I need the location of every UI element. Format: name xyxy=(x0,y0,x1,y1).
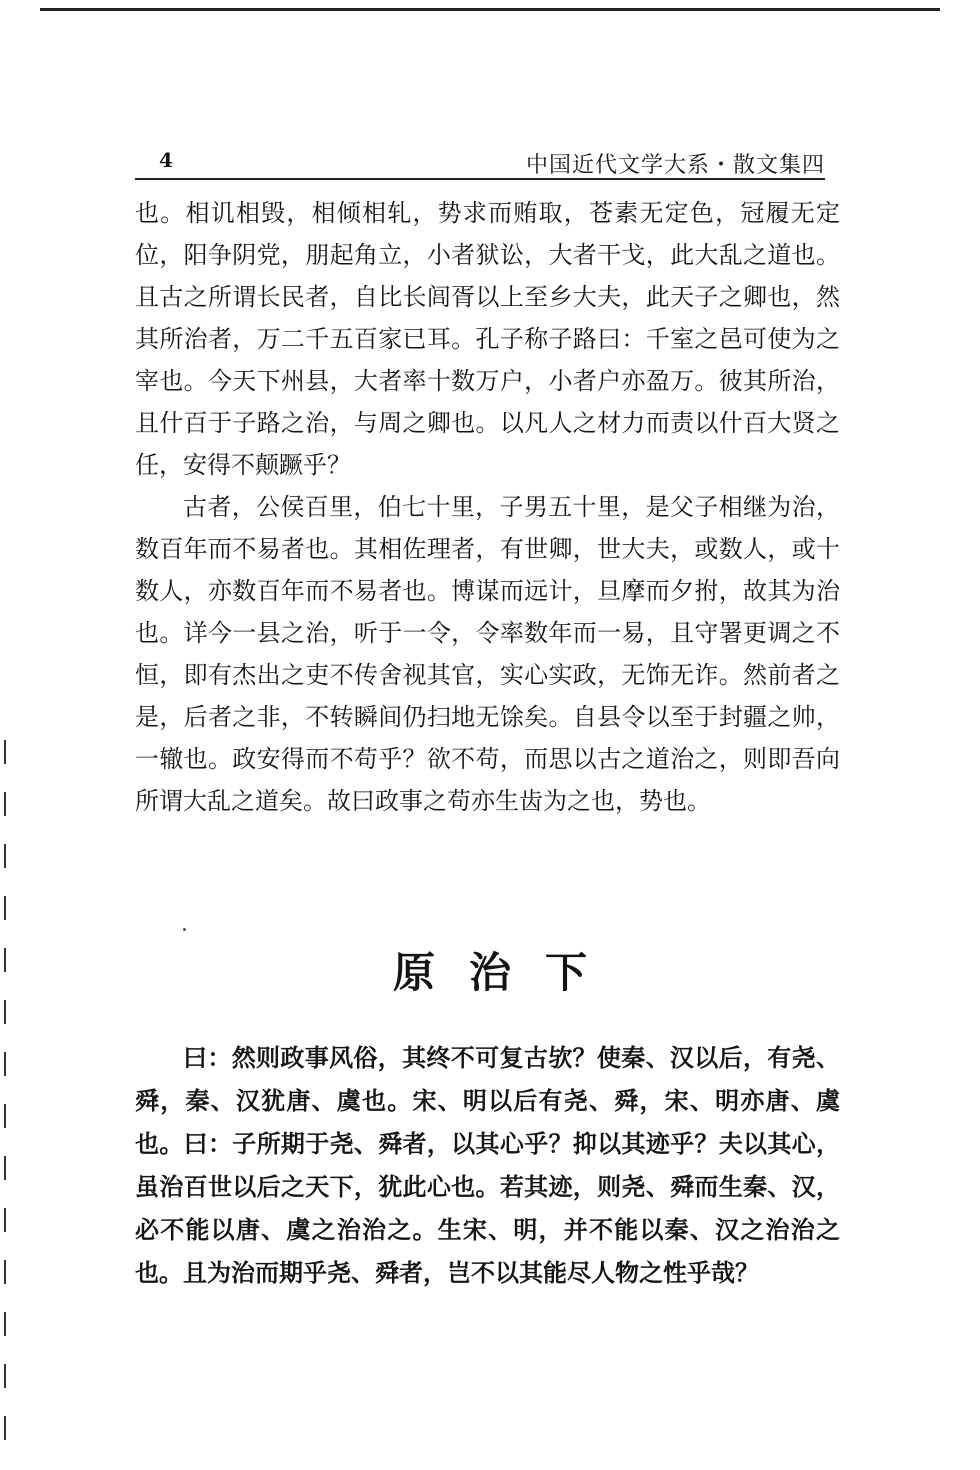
section-title: 原治下 xyxy=(392,948,621,997)
page-number: 4 xyxy=(159,148,173,172)
text-block-1 xyxy=(135,192,840,822)
scan-margin-marks xyxy=(4,740,10,1470)
header-rule xyxy=(135,178,825,180)
top-border-rule xyxy=(40,8,940,11)
print-speck xyxy=(183,928,186,931)
running-title: 中国近代文学大系・散文集四 xyxy=(525,153,825,178)
page-header xyxy=(135,148,825,178)
text-block-2 xyxy=(135,1036,840,1294)
paragraph: 古者，公侯百里，伯七十里，子男五十里，是父子相继为治，数百年而不易者也。其相佐理者，有世卿，世大夫，或数人，或十数人，亦数百年而不易者也。博谋而远计，旦摩而夕拊，故其为治也。详今一县之治，听于一令，令率数年而一易，且守署更调之不恒，即有杰出之吏不传舍视其官，实心实政，无饰无诈。然前者之是，后者之非，不转瞬间仍扫地无馀矣。自县令以至于封疆之帅，一辙也。政安得而不苟乎？欲不苟，而思以古之道治之，则即吾向所谓大乱之道矣。故曰政事之苟亦生齿为之也，势也。 xyxy=(135,493,840,815)
paragraph: 也。相讥相毁，相倾相轧，势求而贿取，苍素无定色，冠履无定位，阳争阴党，朋起角立，小者狱讼，大者干戈，此大乱之道也。且古之所谓长民者，自比长闾胥以上至乡大夫，此天子之卿也，然其所治者，万二千五百家已耳。孔子称子路曰：千室之邑可使为之宰也。今天下州县，大者率十数万户，小者户亦盈万。彼其所治，且什百于子路之治，与周之卿也。以凡人之材力而责以什百大贤之任，安得不颠蹶乎？ xyxy=(135,199,840,479)
paragraph: 曰：然则政事风俗，其终不可复古欤？使秦、汉以后，有尧、舜，秦、汉犹唐、虞也。宋、明以后有尧、舜，宋、明亦唐、虞也。曰：子所期于尧、舜者，以其心乎？抑以其迹乎？夫以其心，虽治百世以后之天下，犹此心也。若其迹，则尧、舜而生秦、汉，必不能以唐、虞之治治之。生宋、明，并不能以秦、汉之治治之也。且为治而期乎尧、舜者，岂不以其能尽人物之性乎哉？ xyxy=(135,1043,840,1287)
